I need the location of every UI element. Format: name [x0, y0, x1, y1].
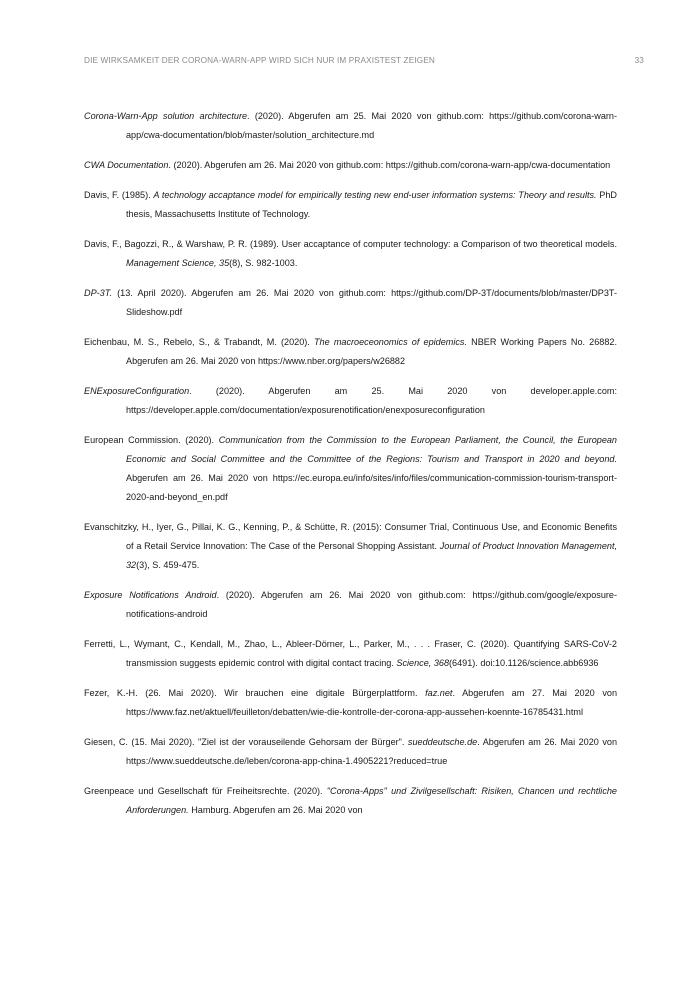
reference-italic-part: ENExposureConfiguration [84, 386, 190, 396]
reference-entry [84, 635, 617, 673]
reference-italic-part: Journal of Product Innovation Management, 32 [126, 541, 617, 570]
reference-text-part: European Commission. (2020). [84, 435, 219, 445]
reference-text-part: Davis, F. (1985). [84, 190, 154, 200]
reference-text-part: PhD thesis, Massachusetts Institute of Technology. [126, 190, 617, 219]
reference-entry [84, 733, 617, 771]
page-number: 33 [634, 56, 644, 65]
reference-italic-part: A technology accaptance model for empirically testing new end-user information systems: Theory and results. [153, 190, 597, 200]
reference-text-part: . (2020). Abgerufen am 25. Mai 2020 von developer.apple.com: https://developer.apple.com/documentation/exposurenotification/enexposureconfiguration [126, 386, 617, 415]
reference-text-part: . (2020). Abgerufen am 26. Mai 2020 von github.com: https://github.com/google/exposure-notifications-android [126, 590, 617, 619]
reference-entry [84, 333, 617, 371]
reference-entry [84, 382, 617, 420]
reference-list [84, 107, 617, 831]
reference-text-part: Hamburg. Abgerufen am 26. Mai 2020 von [188, 805, 363, 815]
reference-text-part: Evanschitzky, H., Iyer, G., Pillai, K. G., Kenning, P., & Schütte, R. (2015): Consumer Trial, Continuous Use, and Economic Benefits of a Retail Service Innovation: The Case of the Personal Shopping Assistant. [84, 522, 617, 551]
reference-text-part: . (2020). Abgerufen am 26. Mai 2020 von github.com: https://github.com/corona-warn-app/cwa-documentation [168, 160, 611, 170]
reference-text-part: (3), S. 459-475. [136, 560, 200, 570]
reference-italic-part: The macroeceonomics of epidemics. [314, 337, 467, 347]
reference-text-part: Ferretti, L., Wymant, C., Kendall, M., Zhao, L., Ableer-Dörner, L., Parker, M., . . . Fraser, C. (2020). Quantifying SARS-CoV-2 transmission suggests epidemic control with digital contact tracing. [84, 639, 617, 668]
reference-text-part: . Abgerufen am 27. Mai 2020 von https://www.faz.net/aktuell/feuilleton/debatten/wie-die-kontrolle-der-corona-app-aussehen-koennte-16785431.html [126, 688, 618, 717]
running-title: DIE WIRKSAMKEIT DER CORONA-WARN-APP WIRD SICH NUR IM PRAXISTEST ZEIGEN [84, 56, 435, 65]
reference-entry [84, 107, 617, 145]
reference-italic-part: Management Science, 35 [126, 258, 230, 268]
reference-text-part: Giesen, C. (15. Mai 2020). "Ziel ist der vorauseilende Gehorsam der Bürger". [84, 737, 408, 747]
reference-italic-part: "Corona-Apps" und Zivilgesellschaft: Risiken, Chancen und rechtliche Anforderungen. [126, 786, 617, 815]
reference-entry [84, 518, 617, 575]
reference-italic-part: CWA Documentation [84, 160, 169, 170]
reference-italic-part: DP-3T. [84, 288, 112, 298]
reference-italic-part: faz.net [425, 688, 453, 698]
reference-text-part: (13. April 2020). Abgerufen am 26. Mai 2020 von github.com: https://github.com/DP-3T/documents/blob/master/DP3T-Slideshow.pdf [111, 288, 617, 317]
reference-text-part: Davis, F., Bagozzi, R., & Warshaw, P. R. (1989). User accaptance of computer technology: a Comparison of two theoretical models. [84, 239, 617, 249]
reference-text-part: Fezer, K.-H. (26. Mai 2020). Wir brauchen eine digitale Bürgerplattform. [84, 688, 426, 698]
reference-entry [84, 186, 617, 224]
reference-text-part: NBER Working Papers No. 26882. Abgerufen am 26. Mai 2020 von https://www.nber.org/papers/w26882 [126, 337, 617, 366]
reference-italic-part: Exposure Notifications Android [84, 590, 217, 600]
reference-italic-part: Corona-Warn-App solution architecture [84, 111, 248, 121]
reference-entry [84, 782, 617, 820]
reference-entry [84, 284, 617, 322]
reference-entry [84, 586, 617, 624]
reference-italic-part: Communication from the Commission to the European Parliament, the Council, the European Economic and Social Committee and the Committee of the Regions: Tourism and Transport in 2020 and beyond. [126, 435, 617, 464]
reference-entry [84, 431, 617, 507]
reference-italic-part: sueddeutsche.de [407, 737, 478, 747]
reference-text-part: Abgerufen am 26. Mai 2020 von https://ec.europa.eu/info/sites/info/files/communication-commission-tourism-transport-2020-and-beyond_en.pdf [126, 473, 617, 502]
reference-text-part: . (2020). Abgerufen am 25. Mai 2020 von github.com: https://github.com/corona-warn-app/cwa-documentation/blob/master/solution_architecture.md [126, 111, 617, 140]
reference-text-part: Eichenbau, M. S., Rebelo, S., & Trabandt, M. (2020). [84, 337, 314, 347]
reference-text-part: . Abgerufen am 26. Mai 2020 von https://www.sueddeutsche.de/leben/corona-app-china-1.4905221?reduced=true [126, 737, 618, 766]
reference-entry [84, 156, 617, 175]
reference-text-part: (8), S. 982-1003. [229, 258, 298, 268]
reference-entry [84, 235, 617, 273]
reference-text-part: (6491). doi:10.1126/science.abb6936 [449, 658, 599, 668]
reference-entry [84, 684, 617, 722]
reference-text-part: Greenpeace und Gesellschaft für Freiheitsrechte. (2020). [84, 786, 327, 796]
reference-italic-part: Science, 368 [396, 658, 449, 668]
page-header [84, 56, 644, 65]
